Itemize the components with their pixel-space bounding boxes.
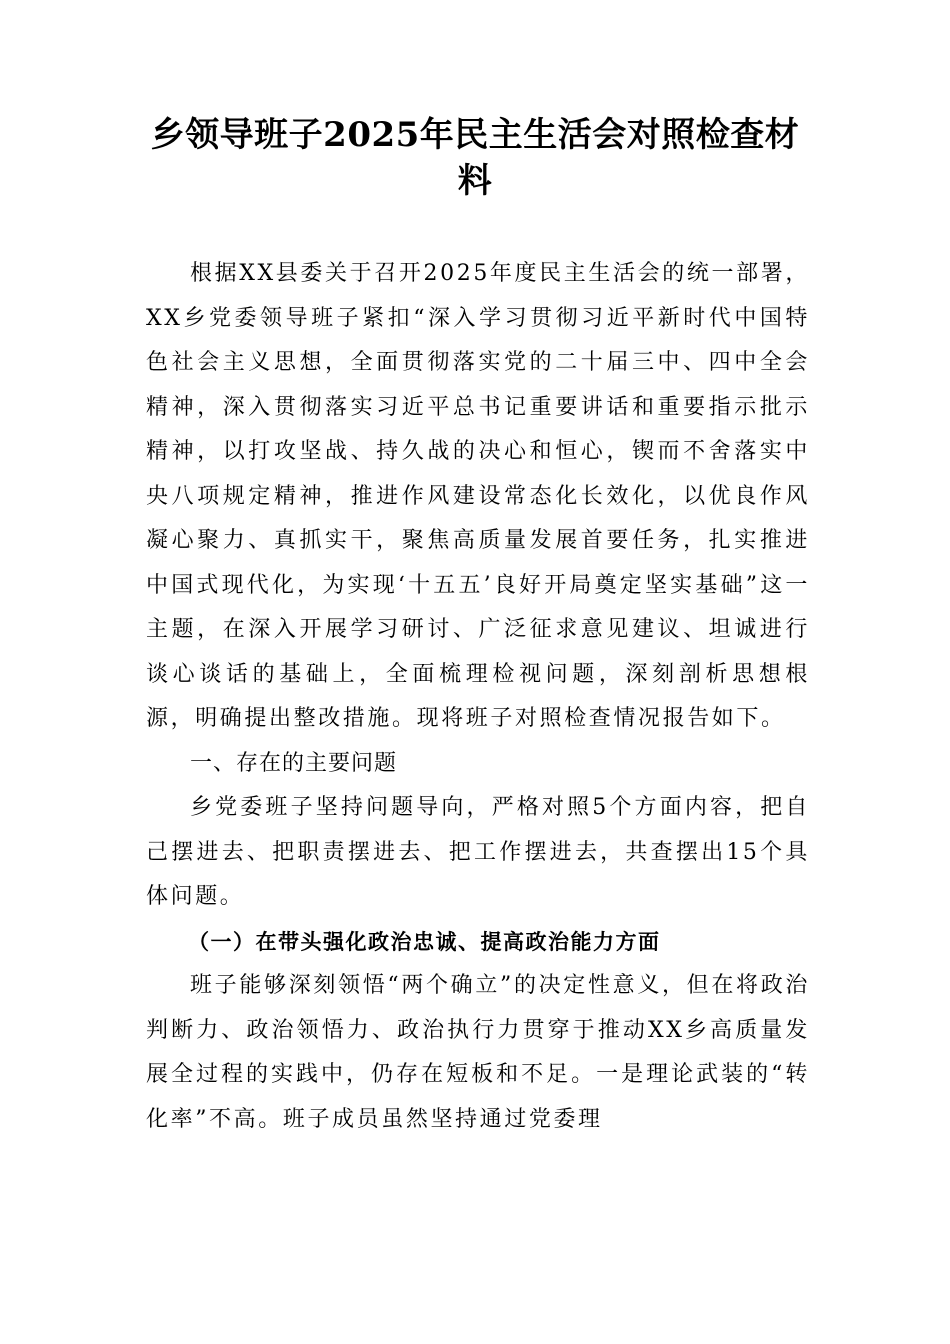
subsection-heading-political-loyalty: （一）在带头强化政治忠诚、提高政治能力方面 [188,928,661,954]
intro-paragraph: 根据XX县委关于召开2025年度民主生活会的统一部署，XX乡党委领导班子紧扣“深入学习贯彻习近平新时代中国特色社会主义思想，全面贯彻落实党的二十届三中、四中全会精神，深入贯彻落实习近平总书记重要讲话和重要指示批示精神，以打攻坚战、持久战的决心和恒心，锲而不舍落实中央八项规定精神，推进作风建设常态化长效化，以优良作风凝心聚力、真抓实干，聚焦高质量发展首要任务，扎实推进中国式现代化，为实现‘十五五’良好开局奠定坚实基础”这一主题，在深入开展学习研讨、广泛征求意见建议、坦诚进行谈心谈话的基础上，全面梳理检视问题，深刻剖析思想根源，明确提出整改措施。现将班子对照检查情况报告如下。 [146,261,810,731]
document-body [146,252,810,1142]
subsection-paragraph-political-loyalty: 班子能够深刻领悟“两个确立”的决定性意义，但在将政治判断力、政治领悟力、政治执行力贯穿于推动XX乡高质量发展全过程的实践中，仍存在短板和不足。一是理论武装的“转化率”不高。班子成员虽然坚持通过党委理 [146,973,810,1132]
section-heading-main-problems: 一、存在的主要问题 [190,750,398,776]
section-paragraph-problems-summary: 乡党委班子坚持问题导向，严格对照5个方面内容，把自己摆进去、把职责摆进去、把工作摆进去，共查摆出15个具体问题。 [146,795,810,909]
document-title: 乡领导班子2025年民主生活会对照检查材料 [150,115,800,201]
